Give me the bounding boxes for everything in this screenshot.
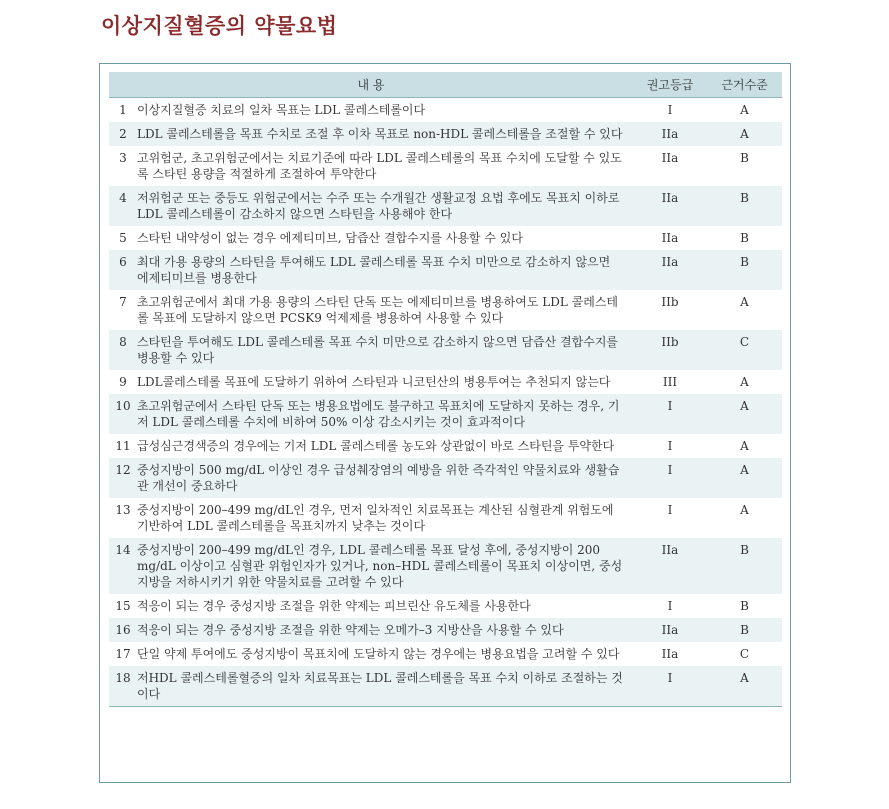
row-description: 저HDL 콜레스테롤혈증의 일차 치료목표는 LDL 콜레스테롤을 목표 수치 이하로 조절하는 것이다 bbox=[137, 666, 633, 707]
row-level: A bbox=[707, 434, 782, 458]
table-row bbox=[109, 98, 782, 123]
row-grade: IIa bbox=[633, 122, 707, 146]
row-level: B bbox=[707, 186, 782, 226]
table-row bbox=[109, 290, 782, 330]
row-level: A bbox=[707, 666, 782, 707]
row-grade: I bbox=[633, 594, 707, 618]
row-number: 4 bbox=[109, 186, 137, 226]
row-description: 단일 약제 투여에도 중성지방이 목표치에 도달하지 않는 경우에는 병용요법을 고려할 수 있다 bbox=[137, 642, 633, 666]
table-row bbox=[109, 250, 782, 290]
row-grade: IIb bbox=[633, 330, 707, 370]
row-grade: I bbox=[633, 394, 707, 434]
row-grade: III bbox=[633, 370, 707, 394]
row-level: A bbox=[707, 458, 782, 498]
row-grade: IIa bbox=[633, 642, 707, 666]
recommendation-table bbox=[109, 72, 782, 707]
row-grade: IIa bbox=[633, 226, 707, 250]
row-level: A bbox=[707, 370, 782, 394]
row-number: 9 bbox=[109, 370, 137, 394]
page-title: 이상지질혈증의 약물요법 bbox=[101, 14, 338, 38]
table-row bbox=[109, 186, 782, 226]
header-content: 내 용 bbox=[109, 72, 633, 98]
row-grade: I bbox=[633, 434, 707, 458]
row-level: C bbox=[707, 642, 782, 666]
row-level: B bbox=[707, 146, 782, 186]
table-row bbox=[109, 618, 782, 642]
row-description: 중성지방이 500 mg/dL 이상인 경우 급성췌장염의 예방을 위한 즉각적인 약물치료와 생활습관 개선이 중요하다 bbox=[137, 458, 633, 498]
row-number: 12 bbox=[109, 458, 137, 498]
row-description: 고위험군, 초고위험군에서는 치료기준에 따라 LDL 콜레스테롤의 목표 수치에 도달할 수 있도록 스타틴 용량을 적절하게 조절하여 투약한다 bbox=[137, 146, 633, 186]
table-row bbox=[109, 146, 782, 186]
row-level: B bbox=[707, 594, 782, 618]
row-number: 14 bbox=[109, 538, 137, 594]
row-number: 16 bbox=[109, 618, 137, 642]
row-number: 7 bbox=[109, 290, 137, 330]
row-level: A bbox=[707, 394, 782, 434]
table-row bbox=[109, 666, 782, 707]
row-grade: I bbox=[633, 458, 707, 498]
table-row bbox=[109, 498, 782, 538]
row-grade: IIa bbox=[633, 538, 707, 594]
row-level: B bbox=[707, 250, 782, 290]
table-row bbox=[109, 642, 782, 666]
row-number: 13 bbox=[109, 498, 137, 538]
table-row bbox=[109, 226, 782, 250]
row-number: 17 bbox=[109, 642, 137, 666]
row-description: 초고위험군에서 스타틴 단독 또는 병용요법에도 불구하고 목표치에 도달하지 못하는 경우, 기저 LDL 콜레스테롤 수치에 비하여 50% 이상 감소시키는 것이 효과적이다 bbox=[137, 394, 633, 434]
row-number: 1 bbox=[109, 98, 137, 123]
row-description: 중성지방이 200–499 mg/dL인 경우, LDL 콜레스테롤 목표 달성 후에, 중성지방이 200 mg/dL 이상이고 심혈관 위험인자가 있거나, non–HDL 콜레스테롤이 목표치 이상이면, 중성지방을 저하시키기 위한 약물치료를 고려할 수 있다 bbox=[137, 538, 633, 594]
row-level: A bbox=[707, 498, 782, 538]
row-grade: IIa bbox=[633, 186, 707, 226]
row-number: 5 bbox=[109, 226, 137, 250]
row-level: B bbox=[707, 538, 782, 594]
row-grade: IIa bbox=[633, 618, 707, 642]
row-description: 스타틴 내약성이 없는 경우 에제티미브, 담즙산 결합수지를 사용할 수 있다 bbox=[137, 226, 633, 250]
row-description: LDL 콜레스테롤을 목표 수치로 조절 후 이차 목표로 non-HDL 콜레스테롤을 조절할 수 있다 bbox=[137, 122, 633, 146]
row-level: B bbox=[707, 618, 782, 642]
table-row bbox=[109, 458, 782, 498]
row-grade: I bbox=[633, 498, 707, 538]
row-number: 15 bbox=[109, 594, 137, 618]
table-row bbox=[109, 122, 782, 146]
table-row bbox=[109, 394, 782, 434]
table-header-row bbox=[109, 72, 782, 98]
row-level: A bbox=[707, 98, 782, 123]
table-row bbox=[109, 370, 782, 394]
row-level: A bbox=[707, 122, 782, 146]
header-grade: 권고등급 bbox=[633, 72, 707, 98]
row-number: 6 bbox=[109, 250, 137, 290]
row-number: 2 bbox=[109, 122, 137, 146]
table-row bbox=[109, 434, 782, 458]
row-grade: I bbox=[633, 666, 707, 707]
row-level: A bbox=[707, 290, 782, 330]
row-description: 이상지질혈증 치료의 일차 목표는 LDL 콜레스테롤이다 bbox=[137, 98, 633, 123]
table-row bbox=[109, 330, 782, 370]
row-description: 저위험군 또는 중등도 위험군에서는 수주 또는 수개월간 생활교정 요법 후에도 목표치 이하로 LDL 콜레스테롤이 감소하지 않으면 스타틴을 사용해야 한다 bbox=[137, 186, 633, 226]
row-description: 적응이 되는 경우 중성지방 조절을 위한 약제는 피브린산 유도체를 사용한다 bbox=[137, 594, 633, 618]
row-number: 18 bbox=[109, 666, 137, 707]
row-grade: I bbox=[633, 98, 707, 123]
row-description: 스타틴을 투여해도 LDL 콜레스테롤 목표 수치 미만으로 감소하지 않으면 담즙산 결합수지를 병용할 수 있다 bbox=[137, 330, 633, 370]
row-level: C bbox=[707, 330, 782, 370]
row-description: 초고위험군에서 최대 가용 용량의 스타틴 단독 또는 에제티미브를 병용하여도 LDL 콜레스테롤 목표에 도달하지 않으면 PCSK9 억제제를 병용하여 사용할 수 있다 bbox=[137, 290, 633, 330]
row-number: 8 bbox=[109, 330, 137, 370]
row-grade: IIa bbox=[633, 146, 707, 186]
table-body bbox=[109, 98, 782, 707]
row-number: 3 bbox=[109, 146, 137, 186]
row-description: 최대 가용 용량의 스타틴을 투여해도 LDL 콜레스테롤 목표 수치 미만으로 감소하지 않으면 에제티미브를 병용한다 bbox=[137, 250, 633, 290]
row-description: 적응이 되는 경우 중성지방 조절을 위한 약제는 오메가–3 지방산을 사용할 수 있다 bbox=[137, 618, 633, 642]
header-level: 근거수준 bbox=[707, 72, 782, 98]
row-description: 중성지방이 200–499 mg/dL인 경우, 먼저 일차적인 치료목표는 계산된 심혈관계 위험도에 기반하여 LDL 콜레스테롤을 목표치까지 낮추는 것이다 bbox=[137, 498, 633, 538]
row-description: LDL콜레스테롤 목표에 도달하기 위하여 스타틴과 니코틴산의 병용투여는 추천되지 않는다 bbox=[137, 370, 633, 394]
recommendation-table-frame bbox=[99, 63, 791, 783]
table-row bbox=[109, 594, 782, 618]
row-number: 11 bbox=[109, 434, 137, 458]
row-description: 급성심근경색증의 경우에는 기저 LDL 콜레스테롤 농도와 상관없이 바로 스타틴을 투약한다 bbox=[137, 434, 633, 458]
row-grade: IIa bbox=[633, 250, 707, 290]
table-row bbox=[109, 538, 782, 594]
row-level: B bbox=[707, 226, 782, 250]
row-number: 10 bbox=[109, 394, 137, 434]
row-grade: IIb bbox=[633, 290, 707, 330]
